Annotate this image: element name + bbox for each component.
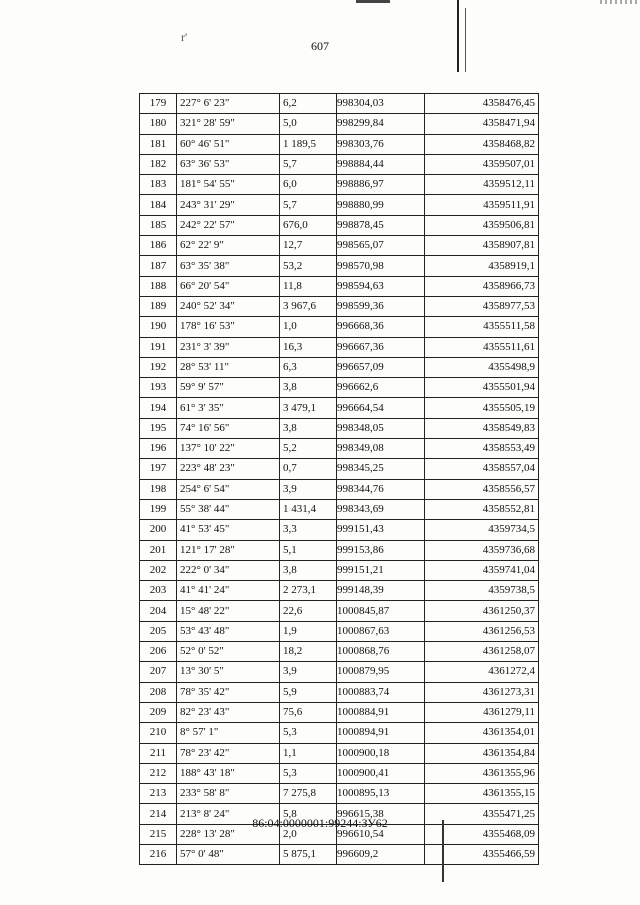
direction-angle-cell: 242° 22' 57" (177, 215, 280, 235)
coord-y-cell: 4359512,11 (425, 175, 539, 195)
table-row (140, 256, 539, 276)
coord-y-cell: 4361250,37 (425, 601, 539, 621)
coord-x-cell: 996615,38 (337, 804, 425, 824)
coord-x-cell: 1000868,76 (337, 642, 425, 662)
direction-angle-cell: 74° 16' 56" (177, 418, 280, 438)
point-number-cell: 204 (140, 601, 177, 621)
direction-angle-cell: 62° 22' 9" (177, 236, 280, 256)
coord-x-cell: 1000894,91 (337, 723, 425, 743)
point-number-cell: 201 (140, 540, 177, 560)
point-number-cell: 180 (140, 114, 177, 134)
direction-angle-cell: 321° 28' 59" (177, 114, 280, 134)
length-cell: 0,7 (280, 459, 337, 479)
length-cell: 5,0 (280, 114, 337, 134)
table-row (140, 175, 539, 195)
coord-y-cell: 4361354,01 (425, 723, 539, 743)
table-row (140, 601, 539, 621)
table-row (140, 621, 539, 641)
direction-angle-cell: 231° 3' 39" (177, 337, 280, 357)
coord-y-cell: 4355466,59 (425, 844, 539, 864)
stray-mark: r' (181, 30, 188, 44)
table-row (140, 499, 539, 519)
table-row (140, 479, 539, 499)
coord-x-cell: 996662,6 (337, 378, 425, 398)
point-number-cell: 216 (140, 844, 177, 864)
length-cell: 75,6 (280, 702, 337, 722)
page-number: 607 (311, 39, 329, 53)
point-number-cell: 196 (140, 439, 177, 459)
coord-x-cell: 998565,07 (337, 236, 425, 256)
table-row (140, 378, 539, 398)
table-row (140, 94, 539, 114)
direction-angle-cell: 121° 17' 28" (177, 540, 280, 560)
point-number-cell: 197 (140, 459, 177, 479)
point-number-cell: 179 (140, 94, 177, 114)
point-number-cell: 190 (140, 317, 177, 337)
table-row (140, 723, 539, 743)
length-cell: 16,3 (280, 337, 337, 357)
coord-x-cell: 999148,39 (337, 581, 425, 601)
length-cell: 2 273,1 (280, 581, 337, 601)
coord-x-cell: 996610,54 (337, 824, 425, 844)
point-number-cell: 200 (140, 520, 177, 540)
length-cell: 5,9 (280, 682, 337, 702)
table-row (140, 195, 539, 215)
coord-x-cell: 996668,36 (337, 317, 425, 337)
point-number-cell: 193 (140, 378, 177, 398)
coord-x-cell: 998886,97 (337, 175, 425, 195)
direction-angle-cell: 59° 9' 57" (177, 378, 280, 398)
coord-y-cell: 4359736,68 (425, 540, 539, 560)
binding-line-bottom (442, 820, 444, 882)
coord-y-cell: 4359507,01 (425, 154, 539, 174)
point-number-cell: 206 (140, 642, 177, 662)
direction-angle-cell: 222° 0' 34" (177, 560, 280, 580)
point-number-cell: 191 (140, 337, 177, 357)
table-row (140, 459, 539, 479)
direction-angle-cell: 82° 23' 43" (177, 702, 280, 722)
coord-x-cell: 998303,76 (337, 134, 425, 154)
coord-y-cell: 4355505,19 (425, 398, 539, 418)
coord-y-cell: 4358907,81 (425, 236, 539, 256)
point-number-cell: 215 (140, 824, 177, 844)
length-cell: 5,1 (280, 540, 337, 560)
point-number-cell: 214 (140, 804, 177, 824)
coord-y-cell: 4361256,53 (425, 621, 539, 641)
coord-x-cell: 996667,36 (337, 337, 425, 357)
coord-x-cell: 998348,05 (337, 418, 425, 438)
point-number-cell: 211 (140, 743, 177, 763)
direction-angle-cell: 15° 48' 22" (177, 601, 280, 621)
coord-x-cell: 996609,2 (337, 844, 425, 864)
length-cell: 1 431,4 (280, 499, 337, 519)
table-row (140, 702, 539, 722)
coord-y-cell: 4355501,94 (425, 378, 539, 398)
point-number-cell: 212 (140, 763, 177, 783)
direction-angle-cell: 254° 6' 54" (177, 479, 280, 499)
direction-angle-cell: 188° 43' 18" (177, 763, 280, 783)
coord-y-cell: 4358471,94 (425, 114, 539, 134)
direction-angle-cell: 28° 53' 11" (177, 357, 280, 377)
point-number-cell: 186 (140, 236, 177, 256)
table-row (140, 276, 539, 296)
coord-x-cell: 998345,25 (337, 459, 425, 479)
length-cell: 2,0 (280, 824, 337, 844)
coord-y-cell: 4358919,1 (425, 256, 539, 276)
table-row (140, 236, 539, 256)
coord-y-cell: 4359741,04 (425, 560, 539, 580)
coord-x-cell: 1000900,41 (337, 763, 425, 783)
length-cell: 11,8 (280, 276, 337, 296)
coord-x-cell: 999153,86 (337, 540, 425, 560)
table-row (140, 844, 539, 864)
binding-line-top (457, 0, 459, 72)
coord-y-cell: 4358468,82 (425, 134, 539, 154)
table-row (140, 296, 539, 316)
point-number-cell: 187 (140, 256, 177, 276)
table-row (140, 743, 539, 763)
point-number-cell: 199 (140, 499, 177, 519)
coord-x-cell: 998880,99 (337, 195, 425, 215)
direction-angle-cell: 181° 54' 55" (177, 175, 280, 195)
coord-y-cell: 4361354,84 (425, 743, 539, 763)
direction-angle-cell: 41° 53' 45" (177, 520, 280, 540)
point-number-cell: 202 (140, 560, 177, 580)
length-cell: 3 967,6 (280, 296, 337, 316)
point-number-cell: 185 (140, 215, 177, 235)
coord-x-cell: 998570,98 (337, 256, 425, 276)
cadastral-number: 86:04:0000001:99244:ЗУ62 (252, 816, 388, 830)
coord-y-cell: 4358552,81 (425, 499, 539, 519)
coord-x-cell: 998349,08 (337, 439, 425, 459)
coord-y-cell: 4361273,31 (425, 682, 539, 702)
point-number-cell: 207 (140, 662, 177, 682)
direction-angle-cell: 178° 16' 53" (177, 317, 280, 337)
point-number-cell: 208 (140, 682, 177, 702)
coord-y-cell: 4355471,25 (425, 804, 539, 824)
length-cell: 1,0 (280, 317, 337, 337)
length-cell: 676,0 (280, 215, 337, 235)
point-number-cell: 184 (140, 195, 177, 215)
coord-y-cell: 4358556,57 (425, 479, 539, 499)
coord-y-cell: 4361279,11 (425, 702, 539, 722)
length-cell: 7 275,8 (280, 784, 337, 804)
coord-x-cell: 999151,21 (337, 560, 425, 580)
direction-angle-cell: 66° 20' 54" (177, 276, 280, 296)
point-number-cell: 203 (140, 581, 177, 601)
coord-x-cell: 1000845,87 (337, 601, 425, 621)
length-cell: 18,2 (280, 642, 337, 662)
direction-angle-cell: 223° 48' 23" (177, 459, 280, 479)
length-cell: 1,1 (280, 743, 337, 763)
coord-x-cell: 998344,76 (337, 479, 425, 499)
coord-x-cell: 1000883,74 (337, 682, 425, 702)
coordinates-table (139, 93, 539, 865)
coord-x-cell: 1000895,13 (337, 784, 425, 804)
direction-angle-cell: 57° 0' 48" (177, 844, 280, 864)
length-cell: 53,2 (280, 256, 337, 276)
direction-angle-cell: 13° 30' 5" (177, 662, 280, 682)
coord-y-cell: 4358553,49 (425, 439, 539, 459)
length-cell: 6,2 (280, 94, 337, 114)
coord-y-cell: 4361258,07 (425, 642, 539, 662)
coord-y-cell: 4359506,81 (425, 215, 539, 235)
direction-angle-cell: 60° 46' 51" (177, 134, 280, 154)
direction-angle-cell: 53° 43' 48" (177, 621, 280, 641)
table-row (140, 560, 539, 580)
coord-y-cell: 4358476,45 (425, 94, 539, 114)
length-cell: 5,7 (280, 154, 337, 174)
length-cell: 3,9 (280, 662, 337, 682)
coord-y-cell: 4358966,73 (425, 276, 539, 296)
coord-y-cell: 4358557,04 (425, 459, 539, 479)
length-cell: 5,7 (280, 195, 337, 215)
coord-x-cell: 998878,45 (337, 215, 425, 235)
direction-angle-cell: 41° 41' 24" (177, 581, 280, 601)
length-cell: 6,3 (280, 357, 337, 377)
table-row (140, 134, 539, 154)
point-number-cell: 188 (140, 276, 177, 296)
point-number-cell: 209 (140, 702, 177, 722)
table-row (140, 418, 539, 438)
point-number-cell: 210 (140, 723, 177, 743)
coord-y-cell: 4361355,15 (425, 784, 539, 804)
table-row (140, 337, 539, 357)
length-cell: 1 189,5 (280, 134, 337, 154)
direction-angle-cell: 61° 3' 35" (177, 398, 280, 418)
table-row (140, 154, 539, 174)
point-number-cell: 198 (140, 479, 177, 499)
table-row (140, 398, 539, 418)
length-cell: 3,8 (280, 378, 337, 398)
direction-angle-cell: 137° 10' 22" (177, 439, 280, 459)
coord-y-cell: 4355511,61 (425, 337, 539, 357)
coord-y-cell: 4355498,9 (425, 357, 539, 377)
length-cell: 3,3 (280, 520, 337, 540)
table-row (140, 784, 539, 804)
length-cell: 3,8 (280, 560, 337, 580)
table-row (140, 439, 539, 459)
direction-angle-cell: 52° 0' 52" (177, 642, 280, 662)
coord-x-cell: 996664,54 (337, 398, 425, 418)
coord-y-cell: 4358977,53 (425, 296, 539, 316)
coord-x-cell: 998304,03 (337, 94, 425, 114)
coord-x-cell: 998884,44 (337, 154, 425, 174)
table-row (140, 682, 539, 702)
coord-y-cell: 4359511,91 (425, 195, 539, 215)
direction-angle-cell: 8° 57' 1" (177, 723, 280, 743)
length-cell: 1,9 (280, 621, 337, 641)
direction-angle-cell: 240° 52' 34" (177, 296, 280, 316)
table-row (140, 763, 539, 783)
table-row (140, 662, 539, 682)
length-cell: 5 875,1 (280, 844, 337, 864)
direction-angle-cell: 213° 8' 24" (177, 804, 280, 824)
point-number-cell: 182 (140, 154, 177, 174)
point-number-cell: 194 (140, 398, 177, 418)
point-number-cell: 205 (140, 621, 177, 641)
length-cell: 5,3 (280, 763, 337, 783)
coord-x-cell: 996657,09 (337, 357, 425, 377)
coord-x-cell: 1000867,63 (337, 621, 425, 641)
coord-x-cell: 999151,43 (337, 520, 425, 540)
coordinates-table-body (140, 94, 539, 865)
coord-y-cell: 4359734,5 (425, 520, 539, 540)
scan-noise-top-right (600, 0, 640, 4)
point-number-cell: 195 (140, 418, 177, 438)
coord-x-cell: 998594,63 (337, 276, 425, 296)
direction-angle-cell: 243° 31' 29" (177, 195, 280, 215)
table-row (140, 540, 539, 560)
coord-x-cell: 998299,84 (337, 114, 425, 134)
direction-angle-cell: 55° 38' 44" (177, 499, 280, 519)
length-cell: 5,2 (280, 439, 337, 459)
length-cell: 5,3 (280, 723, 337, 743)
table-row (140, 581, 539, 601)
table-row (140, 520, 539, 540)
coord-x-cell: 1000900,18 (337, 743, 425, 763)
direction-angle-cell: 227° 6' 23" (177, 94, 280, 114)
point-number-cell: 189 (140, 296, 177, 316)
table-row (140, 642, 539, 662)
table-row (140, 317, 539, 337)
coord-y-cell: 4358549,83 (425, 418, 539, 438)
table-row (140, 357, 539, 377)
direction-angle-cell: 78° 35' 42" (177, 682, 280, 702)
length-cell: 3,9 (280, 479, 337, 499)
coord-x-cell: 998599,36 (337, 296, 425, 316)
point-number-cell: 192 (140, 357, 177, 377)
coord-x-cell: 1000879,95 (337, 662, 425, 682)
point-number-cell: 181 (140, 134, 177, 154)
coord-y-cell: 4355468,09 (425, 824, 539, 844)
table-row (140, 215, 539, 235)
coord-y-cell: 4359738,5 (425, 581, 539, 601)
length-cell: 22,6 (280, 601, 337, 621)
coord-y-cell: 4361272,4 (425, 662, 539, 682)
direction-angle-cell: 228° 13' 28" (177, 824, 280, 844)
coord-x-cell: 998343,69 (337, 499, 425, 519)
scan-mark-top (356, 0, 390, 3)
length-cell: 12,7 (280, 236, 337, 256)
length-cell: 3,8 (280, 418, 337, 438)
coord-y-cell: 4355511,58 (425, 317, 539, 337)
direction-angle-cell: 63° 35' 38" (177, 256, 280, 276)
length-cell: 3 479,1 (280, 398, 337, 418)
length-cell: 5,8 (280, 804, 337, 824)
coord-y-cell: 4361355,96 (425, 763, 539, 783)
direction-angle-cell: 233° 58' 8" (177, 784, 280, 804)
direction-angle-cell: 78° 23' 42" (177, 743, 280, 763)
direction-angle-cell: 63° 36' 53" (177, 154, 280, 174)
length-cell: 6,0 (280, 175, 337, 195)
point-number-cell: 183 (140, 175, 177, 195)
coord-x-cell: 1000884,91 (337, 702, 425, 722)
point-number-cell: 213 (140, 784, 177, 804)
table-row (140, 114, 539, 134)
